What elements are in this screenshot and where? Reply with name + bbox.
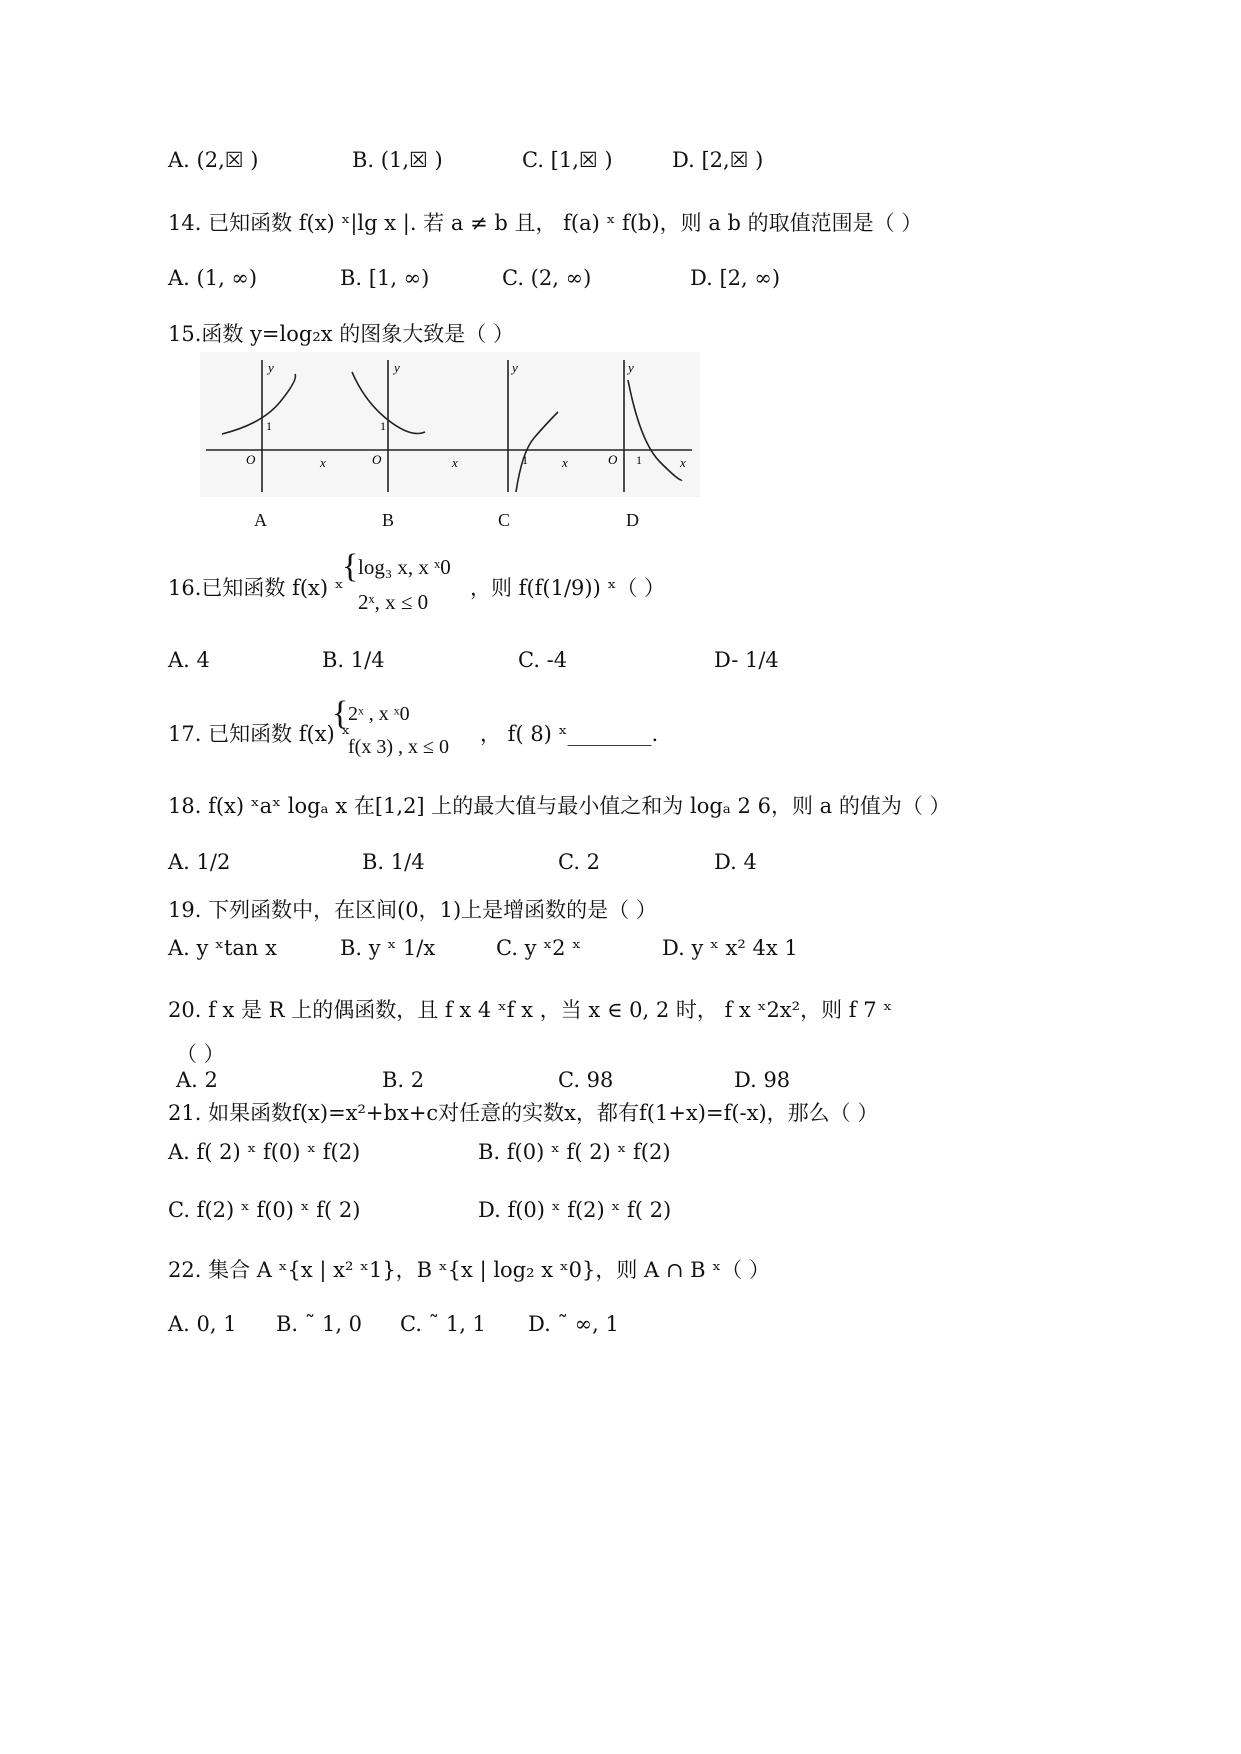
q16-option-c: C. -4	[518, 648, 568, 672]
q20-option-d: D. 98	[734, 1068, 791, 1092]
q16-option-d: D- 1/4	[714, 648, 779, 672]
graph-label-d: D	[626, 510, 639, 530]
q14-option-d: D. [2, ∞)	[690, 266, 781, 290]
graph-label-c: C	[498, 510, 511, 530]
q15-text: 15.函数 y=log₂x 的图象大致是（ ）	[168, 322, 514, 346]
q21-option-c: C. f(2) ˣ f(0) ˣ f( 2)	[168, 1198, 361, 1222]
q19-option-d: D. y ˣ x² 4x 1	[662, 936, 798, 960]
q18-option-c: C. 2	[558, 850, 601, 874]
q14-text: 14. 已知函数 f(x) ˣ|lg x |. 若 a ≠ b 且， f(a) ˣ f(b)，则 a b 的取值范围是（ ）	[168, 211, 923, 235]
q17-brace: {	[332, 695, 349, 732]
q20-text: 20. f x 是 R 上的偶函数，且 f x 4 ˣf x ，当 x ∈ 0, 2 时， f x ˣ2x²，则 f 7 ˣ	[168, 998, 893, 1022]
graph-a-origin: O	[246, 452, 256, 467]
q13-option-d: D. [2,☒ )	[672, 148, 764, 172]
graph-b-origin: O	[372, 452, 382, 467]
q18-text: 18. f(x) ˣaˣ logₐ x 在[1,2] 上的最大值与最小值之和为 logₐ 2 6，则 a 的值为（ ）	[168, 794, 951, 818]
graph-c-x: x	[562, 455, 568, 470]
q22-option-b: B. ˜ 1, 0	[276, 1312, 363, 1336]
q13-option-a: A. (2,☒ )	[168, 148, 259, 172]
q20-option-b: B. 2	[382, 1068, 425, 1092]
graph-b-one: 1	[380, 419, 386, 433]
q22-option-d: D. ˜ ∞, 1	[528, 1312, 619, 1336]
q19-option-c: C. y ˣ2 ˣ	[496, 936, 582, 960]
graph-label-b: B	[382, 510, 395, 530]
q20-option-a: A. 2	[176, 1068, 218, 1092]
q21-option-d: D. f(0) ˣ f(2) ˣ f( 2)	[478, 1198, 672, 1222]
q22-option-a: A. 0, 1	[168, 1312, 237, 1336]
q16-brace: {	[342, 548, 359, 585]
q16-case1: log₃ x, x ˣ0	[358, 555, 451, 579]
graph-d-y: y	[628, 360, 634, 375]
graph-a-one: 1	[266, 419, 272, 433]
graph-d-origin: O	[608, 452, 618, 467]
graph-a-y: y	[268, 360, 274, 375]
graph-a-x: x	[320, 455, 326, 470]
graph-c-one: 1	[522, 453, 528, 467]
q20-paren: （ ）	[176, 1042, 225, 1066]
q22-option-c: C. ˜ 1, 1	[400, 1312, 486, 1336]
q18-option-d: D. 4	[714, 850, 757, 874]
q21-text: 21. 如果函数f(x)=x²+bx+c对任意的实数x，都有f(1+x)=f(-x)，那么（ ）	[168, 1101, 879, 1125]
q17-case2: f(x 3) , x ≤ 0	[348, 736, 449, 758]
q15-graphs-image	[200, 352, 700, 497]
q17-prefix: 17. 已知函数 f(x) ˣ	[168, 722, 351, 746]
q16-option-a: A. 4	[168, 648, 210, 672]
q16-option-b: B. 1/4	[322, 648, 385, 672]
q21-option-a: A. f( 2) ˣ f(0) ˣ f(2)	[168, 1140, 361, 1164]
q16-case2: 2ˣ, x ≤ 0	[358, 590, 429, 614]
q14-option-b: B. [1, ∞)	[340, 266, 430, 290]
q13-option-c: C. [1,☒ )	[522, 148, 613, 172]
q16-suffix: ，则 f(f(1/9)) ˣ（ ）	[470, 576, 666, 600]
q21-option-b: B. f(0) ˣ f( 2) ˣ f(2)	[478, 1140, 671, 1164]
q14-option-a: A. (1, ∞)	[168, 266, 258, 290]
graph-b-x: x	[452, 455, 458, 470]
q19-option-a: A. y ˣtan x	[168, 936, 277, 960]
q19-text: 19. 下列函数中，在区间(0，1)上是增函数的是（ ）	[168, 898, 657, 922]
graph-b-y: y	[394, 360, 400, 375]
q20-option-c: C. 98	[558, 1068, 614, 1092]
q18-option-b: B. 1/4	[362, 850, 425, 874]
q17-suffix: ， f( 8) ˣ________.	[480, 722, 659, 746]
q18-option-a: A. 1/2	[168, 850, 231, 874]
graph-d-one: 1	[636, 453, 642, 467]
q14-option-c: C. (2, ∞)	[502, 266, 592, 290]
graph-label-a: A	[254, 510, 267, 530]
q16-prefix: 16.已知函数 f(x) ˣ	[168, 576, 344, 600]
q13-option-b: B. (1,☒ )	[352, 148, 443, 172]
graph-c-y: y	[512, 360, 518, 375]
graph-d-x: x	[680, 455, 686, 470]
q17-case1: 2ˣ , x ˣ0	[348, 703, 410, 725]
q22-text: 22. 集合 A ˣ{x | x² ˣ1}，B ˣ{x | log₂ x ˣ0}，则 A ∩ B ˣ（ ）	[168, 1258, 770, 1282]
q19-option-b: B. y ˣ 1/x	[340, 936, 436, 960]
